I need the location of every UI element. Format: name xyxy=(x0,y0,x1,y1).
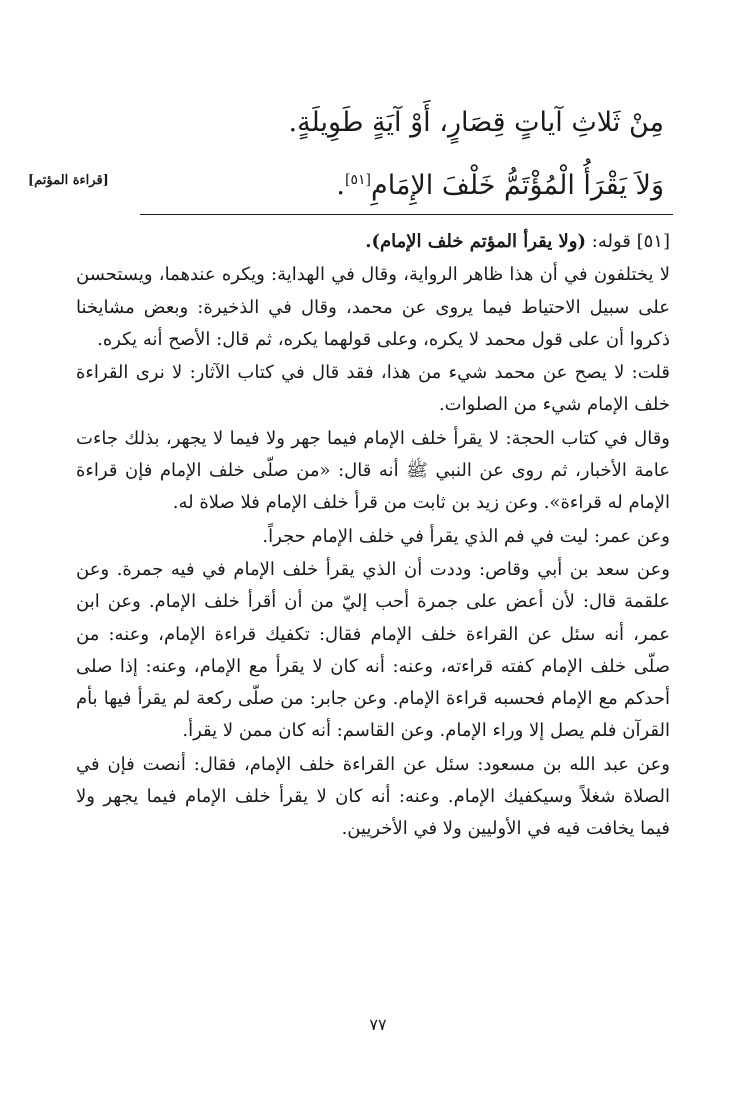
commentary-paragraph: وعن عمر: ليت في فم الذي يقرأ في خلف الإمام حجراً. xyxy=(262,525,670,547)
matn-line-2-text: وَلاَ يَقْرَأُ الْمُؤْتَمُّ خَلْفَ الإِمَامِ xyxy=(371,170,664,201)
footnote-reference: [٥١] xyxy=(345,172,371,188)
section-divider xyxy=(140,214,673,215)
page-number: ٧٧ xyxy=(369,1015,387,1034)
commentary-block xyxy=(76,226,670,847)
matn-line-2-end: . xyxy=(336,170,346,201)
commentary-paragraph: لا يختلفون في أن هذا ظاهر الرواية، وقال في الهداية: ويكره عندهما، ويستحسن على سبيل الاحتياط فيما يروى عن محمد، وقال في الذخيرة: وبعض مشايخنا ذكروا أن على قول محمد لا يكره، وعلى قولهما يكره، ثم قال: الأصح أنه يكره. xyxy=(76,264,670,350)
commentary-paragraph: وقال في كتاب الحجة: لا يقرأ خلف الإمام فيما جهر ولا فيما لا يجهر، بذلك جاءت عامة الأخبار، ثم روى عن النبي ﷺ أنه قال: «من صلّى خلف الإمام فإن قراءة الإمام له قراءة». وعن زيد بن ثابت من قرأ خلف الإمام فلا صلاة له. xyxy=(76,427,670,514)
commentary-heading xyxy=(76,226,670,258)
commentary-paragraph: وعن سعد بن أبي وقاص: وددت أن الذي يقرأ خلف الإمام في فيه جمرة. وعن علقمة قال: لأن أعض على جمرة أحب إليّ من أن أقرأ خلف الإمام. وعن ابن عمر، أنه سئل عن القراءة خلف الإمام فقال: تكفيك قراءة الإمام، وعنه: من صلّى خلف الإمام كفته قراءته، وعنه: أنه كان لا يقرأ مع الإمام، وعنه: إذا صلى أحدكم مع الإمام فحسبه قراءة الإمام. وعن جابر: من صلّى ركعة لم يقرأ فيها بأم القرآن فلم يصل إلا وراء الإمام. وعن القاسم: أنه كان ممن لا يقرأ. xyxy=(76,558,670,742)
matn-line-1 xyxy=(84,103,664,143)
commentary-quote: (ولا يقرأ المؤتم خلف الإمام). xyxy=(365,231,587,252)
matn-line-1-text: مِنْ ثَلاثِ آياتٍ قِصَارٍ، أَوْ آيَةٍ طَوِيلَةٍ. xyxy=(288,107,664,138)
matn-line-2 xyxy=(84,160,664,206)
side-heading-label: [قراءة المؤتم] xyxy=(28,173,109,188)
commentary-intro: قوله: xyxy=(591,231,631,252)
commentary-note-number: [٥١] xyxy=(636,231,670,252)
commentary-paragraph: قلت: لا يصح عن محمد شيء من هذا، فقد قال في كتاب الآثار: لا نرى القراءة خلف الإمام شيء من الصلوات. xyxy=(76,362,670,416)
commentary-paragraph: وعن عبد الله بن مسعود: سئل عن القراءة خلف الإمام، فقال: أنصت فإن في الصلاة شغلاً وسيكفيك الإمام. وعنه: أنه كان لا يقرأ خلف الإمام فيما يجهر ولا فيما يخافت فيه في الأوليين ولا في الأخريين. xyxy=(76,753,670,840)
